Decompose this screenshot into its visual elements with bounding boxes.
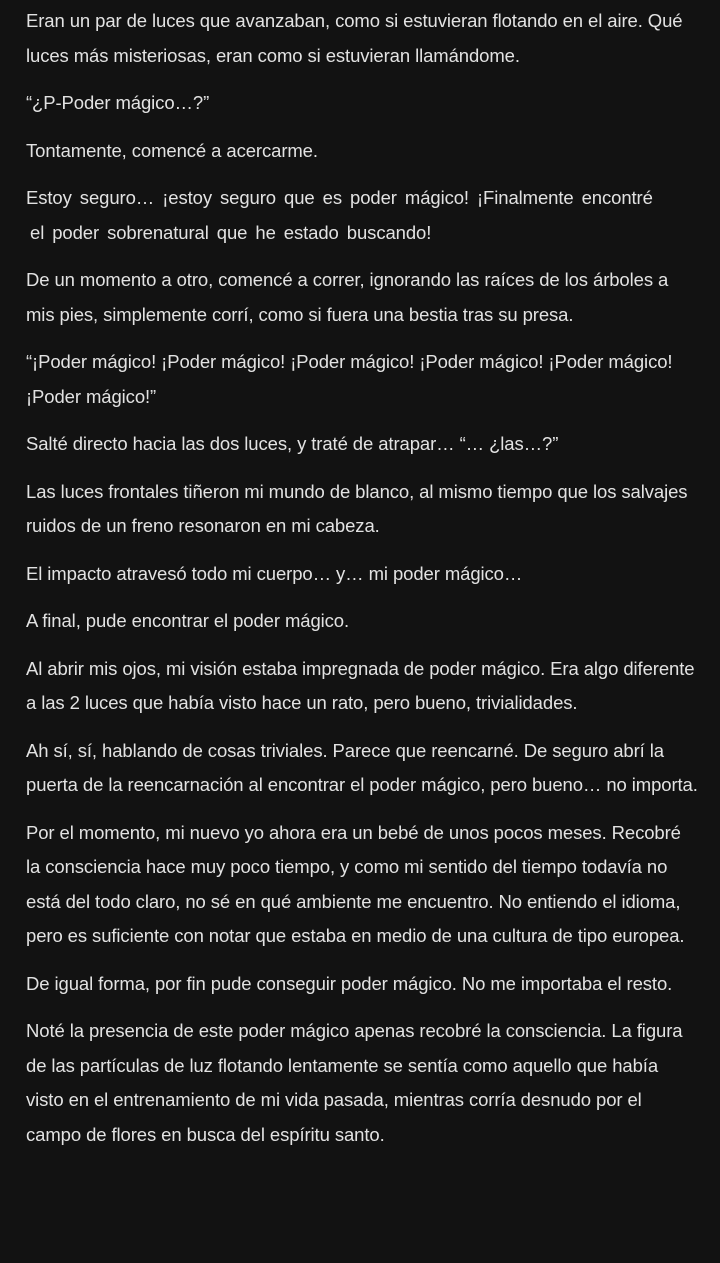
paragraph: El impacto atravesó todo mi cuerpo… y… mi poder mágico… [26,562,523,584]
paragraph: Ah sí, sí, hablando de cosas triviales. Parece que reencarné. De seguro abrí la puerta de la reencarnación al encontrar el poder mágico, pero bueno… no importa. [26,739,698,795]
paragraph-line: Estoy seguro… ¡estoy seguro que es poder mágico! ¡Finalmente encontré [26,187,653,208]
paragraph: Las luces frontales tiñeron mi mundo de blanco, al mismo tiempo que los salvajes ruidos de un freno resonaron en mi cabeza. [26,480,688,536]
paragraph: Noté la presencia de este poder mágico apenas recobré la consciencia. La figura de las partículas de luz flotando lentamente se sentía como aquello que había visto en el entrenamiento de mi vida pasada, mientras corría desnudo por el campo de flores en busca del espíritu santo. [26,1020,683,1145]
paragraph: De un momento a otro, comencé a correr, ignorando las raíces de los árboles a mis pies, simplemente corrí, como si fuera una bestia tras su presa. [26,269,669,325]
paragraph: Tontamente, comencé a acercarme. [26,139,318,161]
paragraph: Al abrir mis ojos, mi visión estaba impregnada de poder mágico. Era algo diferente a las 2 luces que había visto hace un rato, pero bueno, trivialidades. [26,657,695,713]
paragraph: “¡Poder mágico! ¡Poder mágico! ¡Poder mágico! ¡Poder mágico! ¡Poder mágico! ¡Poder mágico!” [26,351,673,407]
paragraph-line: el poder sobrenatural que he estado buscando! [30,221,432,243]
paragraph: De igual forma, por fin pude conseguir poder mágico. No me importaba el resto. [26,972,673,994]
paragraph: Eran un par de luces que avanzaban, como si estuvieran flotando en el aire. Qué luces más misteriosas, eran como si estuvieran llamándome. [26,10,683,66]
paragraph: A final, pude encontrar el poder mágico. [26,610,350,631]
paragraph: Salté directo hacia las dos luces, y traté de atrapar… “… ¿las…?” [26,433,559,454]
paragraph-justified [26,181,698,250]
paragraph: Por el momento, mi nuevo yo ahora era un bebé de unos pocos meses. Recobré la consciencia hace muy poco tiempo, y como mi sentido del tiempo todavía no está del todo claro, no sé en qué ambiente me encuentro. No entiendo el idioma, pero es suficiente con notar que estaba en medio de una cultura de tipo europea. [26,821,685,946]
paragraph: “¿P-Poder mágico…?” [26,92,210,113]
